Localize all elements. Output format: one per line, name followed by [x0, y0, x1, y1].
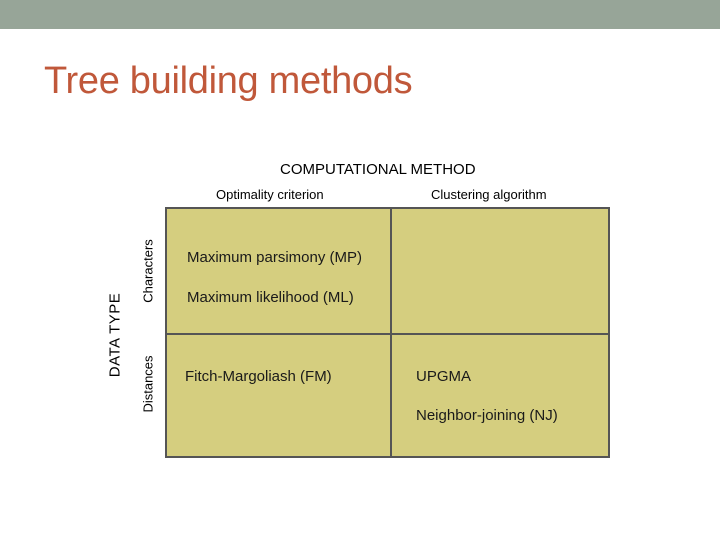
column-header-clustering: Clustering algorithm [431, 187, 547, 202]
cell-fitch-margoliash: Fitch-Margoliash (FM) [185, 368, 332, 385]
computational-method-header: COMPUTATIONAL METHOD [280, 161, 476, 178]
cell-neighbor-joining: Neighbor-joining (NJ) [416, 407, 558, 424]
row-header-characters: Characters [140, 239, 156, 303]
top-bar [0, 0, 720, 29]
row-header-distances: Distances [140, 355, 156, 413]
cell-upgma: UPGMA [416, 368, 472, 385]
slide-title: Tree building methods [44, 60, 413, 102]
column-header-optimality: Optimality criterion [216, 187, 324, 202]
cell-maximum-parsimony: Maximum parsimony (MP) [187, 249, 363, 266]
cell-maximum-likelihood: Maximum likelihood (ML) [187, 289, 354, 306]
grid-horizontal-divider [167, 333, 608, 335]
method-grid [165, 207, 610, 458]
data-type-header: DATA TYPE [106, 292, 124, 378]
